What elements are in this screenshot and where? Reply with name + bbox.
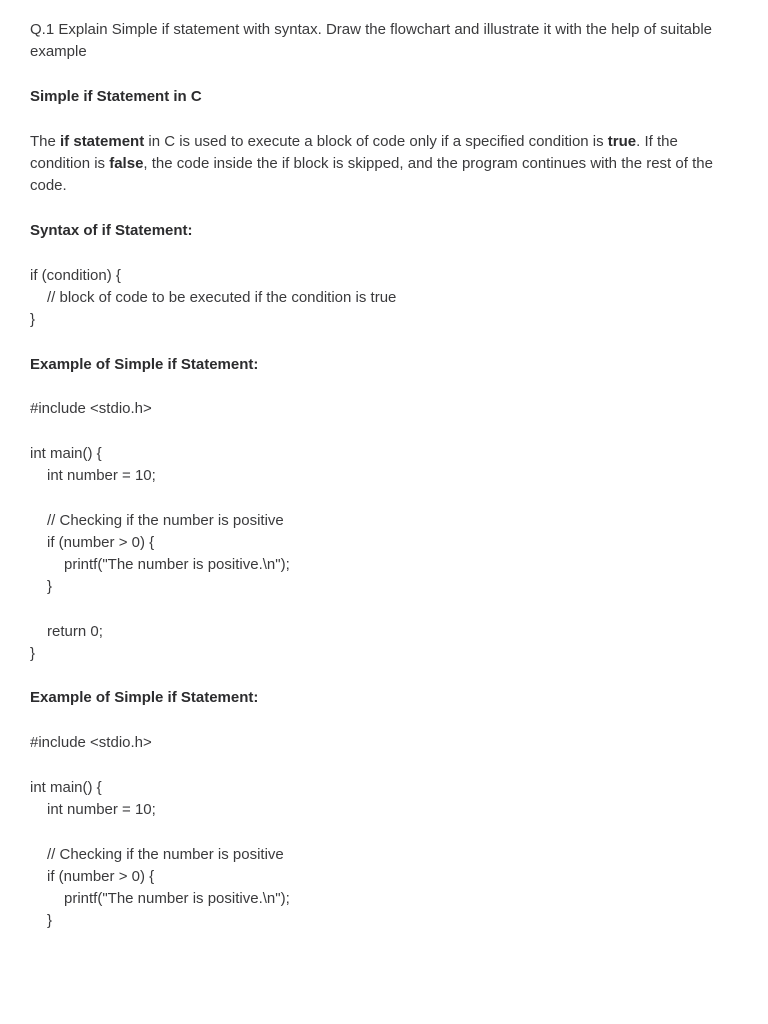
intro-bold: false (109, 155, 144, 172)
code-line: return 0; (47, 623, 103, 640)
code-line: // Checking if the number is positive (47, 512, 284, 529)
syntax-line: if (condition) { (30, 267, 121, 284)
syntax-line: } (30, 311, 36, 328)
intro-text: The (30, 133, 61, 150)
code-line: printf("The number is positive.\n"); (64, 890, 290, 907)
code-line: if (number > 0) { (47, 534, 155, 551)
code-line: if (number > 0) { (47, 868, 155, 885)
intro-text: in C is used to execute a block of code only if a specified condition is (144, 133, 608, 150)
intro-text: . If the condition is (30, 133, 678, 172)
code-line: int number = 10; (47, 801, 156, 818)
code-line: printf("The number is positive.\n"); (64, 556, 290, 573)
code-line: int main() { (30, 779, 102, 796)
heading-example-2: Example of Simple if Statement: (30, 689, 259, 706)
code-line: // Checking if the number is positive (47, 846, 284, 863)
intro-bold: true (607, 133, 637, 150)
code-line: } (47, 578, 53, 595)
syntax-line: // block of code to be executed if the condition is true (47, 289, 397, 306)
intro-text: , the code inside the if block is skipped, and the program continues with the rest of the code. (30, 155, 713, 194)
intro-paragraph (30, 131, 740, 197)
heading-example-1: Example of Simple if Statement: (30, 356, 259, 373)
question-text: Q.1 Explain Simple if statement with syntax. Draw the flowchart and illustrate it with the help of suitable example (30, 21, 712, 60)
code-line: int number = 10; (47, 467, 156, 484)
code-line: int main() { (30, 445, 102, 462)
heading-syntax: Syntax of if Statement: (30, 222, 193, 239)
intro-bold: if statement (60, 133, 145, 150)
code-line: #include <stdio.h> (30, 400, 152, 417)
code-line: } (30, 645, 36, 662)
code-line: } (47, 912, 53, 929)
heading-main: Simple if Statement in C (30, 88, 202, 105)
code-line: #include <stdio.h> (30, 734, 152, 751)
